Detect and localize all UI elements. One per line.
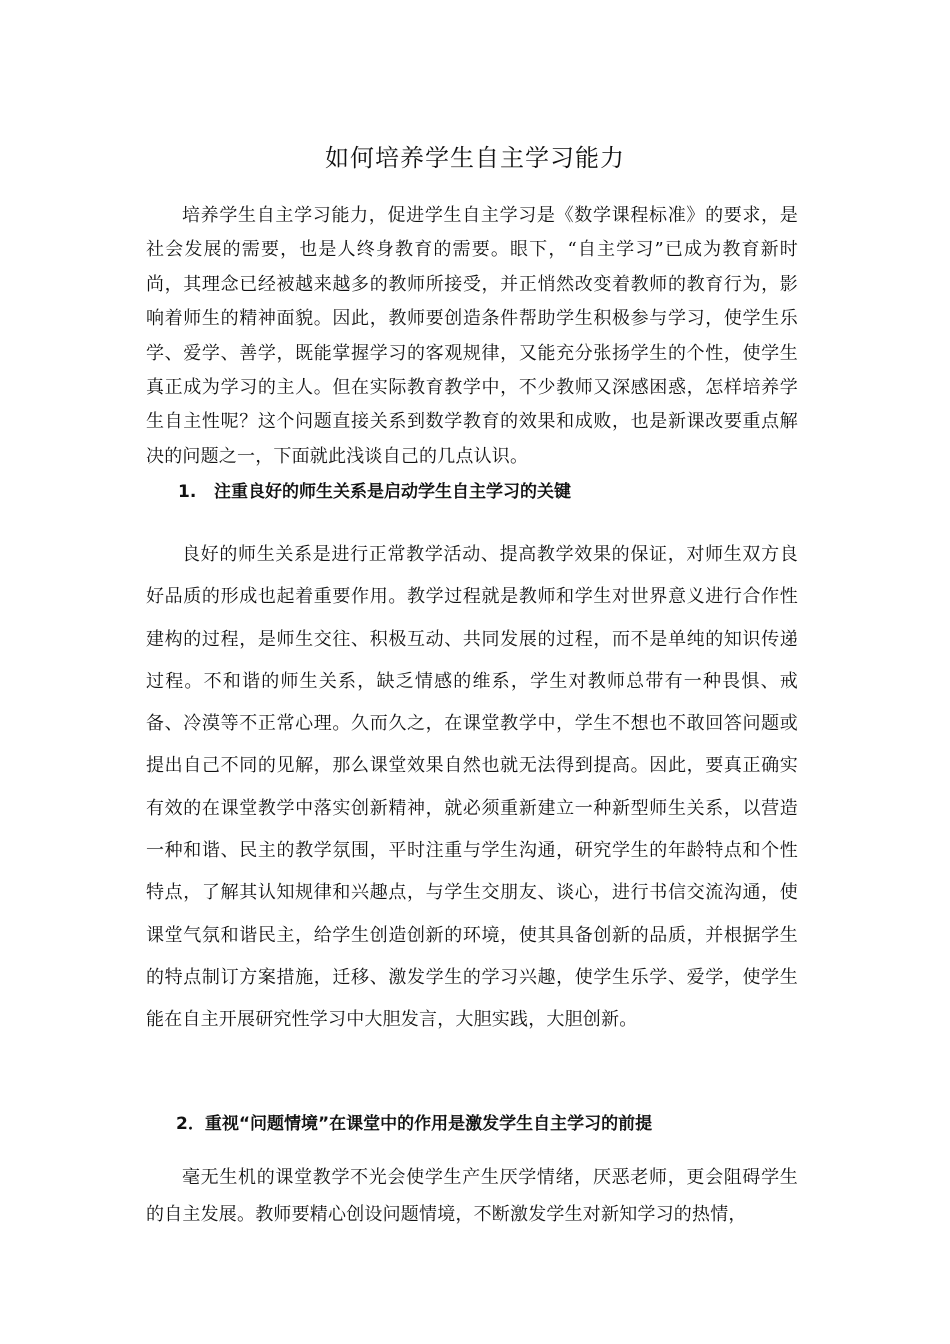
intro-paragraph: 培养学生自主学习能力，促进学生自主学习是《数学课程标准》的要求，是社会发展的需要，也是人终身教育的需要。眼下，“自主学习”已成为教育新时尚，其理念已经被越来越多的教师所接受，并正悄然改变着教师的教育行为，影响着师生的精神面貌。因此，教师要创造条件帮助学生积极参与学习，使学生乐学、爱学、善学，既能掌握学习的客观规律，又能充分张扬学生的个性，使学生真正成为学习的主人。但在实际教育教学中，不少教师又深感困惑，怎样培养学生自主性呢？这个问题直接关系到数学教育的效果和成败，也是新课改要重点解决的问题之一，下面就此浅谈自己的几点认识。 — [146, 205, 798, 467]
document-title: 如何培养学生自主学习能力 — [325, 144, 625, 172]
section-2-paragraph: 毫无生机的课堂教学不光会使学生产生厌学情绪，厌恶老师，更会阻碍学生的自主发展。教师要精心创设问题情境，不断激发学生对新知学习的热情， — [146, 1167, 798, 1225]
section-1-paragraph: 良好的师生关系是进行正常教学活动、提高教学效果的保证，对师生双方良好品质的形成也起着重要作用。教学过程就是教师和学生对世界意义进行合作性建构的过程，是师生交往、积极互动、共同发展的过程，而不是单纯的知识传递过程。不和谐的师生关系，缺乏情感的维系，学生对教师总带有一种畏惧、戒备、冷漠等不正常心理。久而久之，在课堂教学中，学生不想也不敢回答问题或提出自己不同的见解，那么课堂效果自然也就无法得到提高。因此，要真正确实有效的在课堂教学中落实创新精神，就必须重新建立一种新型师生关系，以营造一种和谐、民主的教学氛围，平时注重与学生沟通，研究学生的年龄特点和个性特点，了解其认知规律和兴趣点，与学生交朋友、谈心，进行书信交流沟通，使课堂气氛和谐民主，给学生创造创新的环境，使其具备创新的品质，并根据学生的特点制订方案措施，迁移、激发学生的学习兴趣，使学生乐学、爱学，使学生能在自主开展研究性学习中大胆发言，大胆实践，大胆创新。 — [146, 544, 798, 1031]
section-2-heading: 2．重视“问题情境”在课堂中的作用是激发学生自主学习的前提 — [176, 1114, 653, 1134]
section-1-heading: 1. 注重良好的师生关系是启动学生自主学习的关键 — [178, 482, 572, 502]
